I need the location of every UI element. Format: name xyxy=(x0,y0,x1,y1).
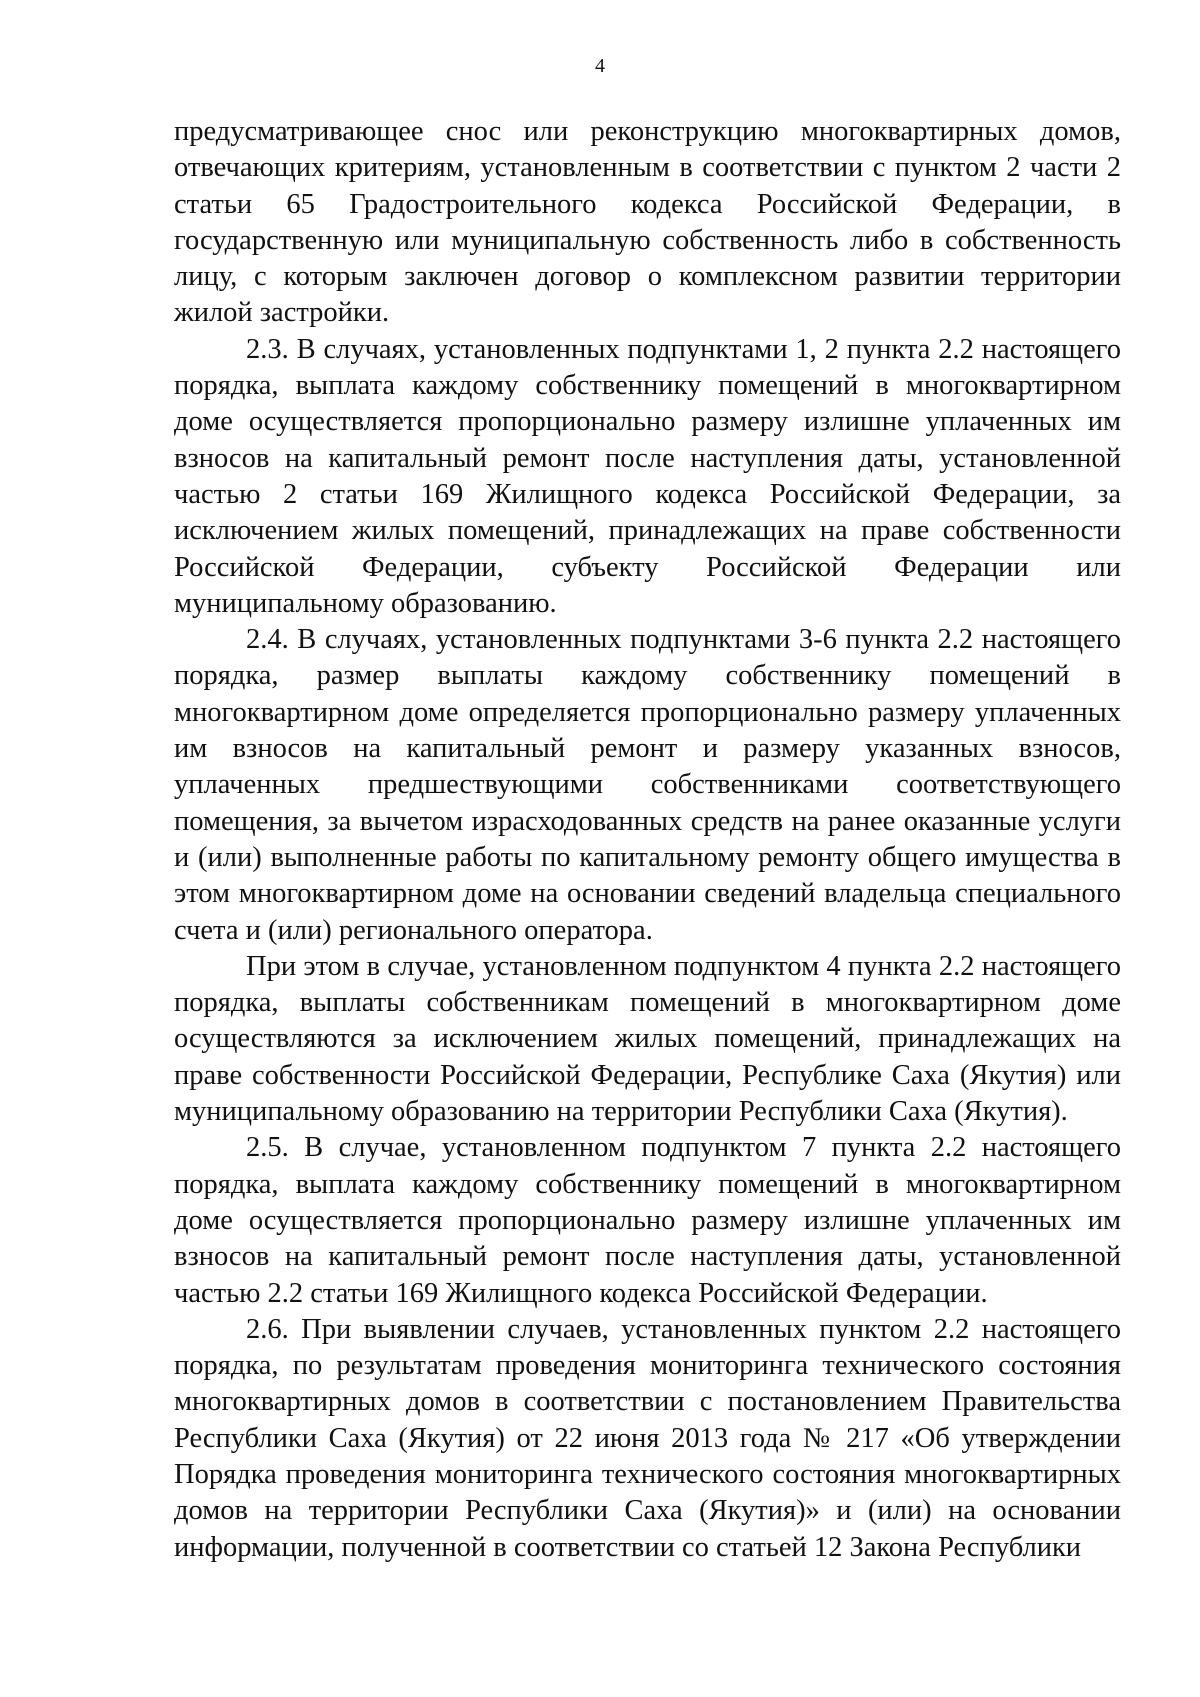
page-number: 4 xyxy=(595,55,605,77)
paragraph-2-6: 2.6. При выявлении случаев, установленных пунктом 2.2 настоящего порядка, по результатам проведения мониторинга технического состояния многоквартирных домов в соответствии с постановлением Правительства Республики Саха (Якутия) от 22 июня 2013 года № 217 «Об утверждении Порядка проведения мониторинга технического состояния многоквартирных домов на территории Республики Саха (Якутия)» и (или) на основании информации, полученной в соответствии со статьей 12 Закона Республики xyxy=(174,1313,1121,1563)
paragraph-2-3: 2.3. В случаях, установленных подпунктами 1, 2 пункта 2.2 настоящего порядка, выплата каждому собственнику помещений в многоквартирном доме осуществляется пропорционально размеру излишне уплаченных им взносов на капитальный ремонт после наступления даты, установленной частью 2 статьи 169 Жилищного кодекса Российской Федерации, за исключением жилых помещений, принадлежащих на праве собственности Российской Федерации, субъекту Российской Федерации или муниципальному образованию. xyxy=(174,333,1121,619)
document-body xyxy=(174,114,1121,1566)
paragraph-2-4: 2.4. В случаях, установленных подпунктами 3-6 пункта 2.2 настоящего порядка, размер выплаты каждому собственнику помещений в многоквартирном доме определяется пропорционально размеру уплаченных им взносов на капитальный ремонт и размеру указанных взносов, уплаченных предшествующими собственниками соответствующего помещения, за вычетом израсходованных средств на ранее оказанные услуги и (или) выполненные работы по капитальному ремонту общего имущества в этом многоквартирном доме на основании сведений владельца специального счета и (или) регионального оператора. xyxy=(174,624,1121,946)
paragraph-2-5: 2.5. В случае, установленном подпунктом 7 пункта 2.2 настоящего порядка, выплата каждому собственнику помещений в многоквартирном доме осуществляется пропорционально размеру излишне уплаченных им взносов на капитальный ремонт после наступления даты, установленной частью 2.2 статьи 169 Жилищного кодекса Российской Федерации. xyxy=(174,1132,1121,1309)
paragraph-2-4-addendum: При этом в случае, установленном подпунктом 4 пункта 2.2 настоящего порядка, выплаты собственникам помещений в многоквартирном доме осуществляются за исключением жилых помещений, принадлежащих на праве собственности Российской Федерации, Республике Саха (Якутия) или муниципальному образованию на территории Республики Саха (Якутия). xyxy=(174,950,1121,1128)
paragraph-continuation: предусматривающее снос или реконструкцию многоквартирных домов, отвечающих критериям, установленным в соответствии с пунктом 2 части 2 статьи 65 Градостроительного кодекса Российской Федерации, в государственную или муниципальную собственность либо в собственность лицу, с которым заключен договор о комплексном развитии территории жилой застройки. xyxy=(174,116,1121,329)
